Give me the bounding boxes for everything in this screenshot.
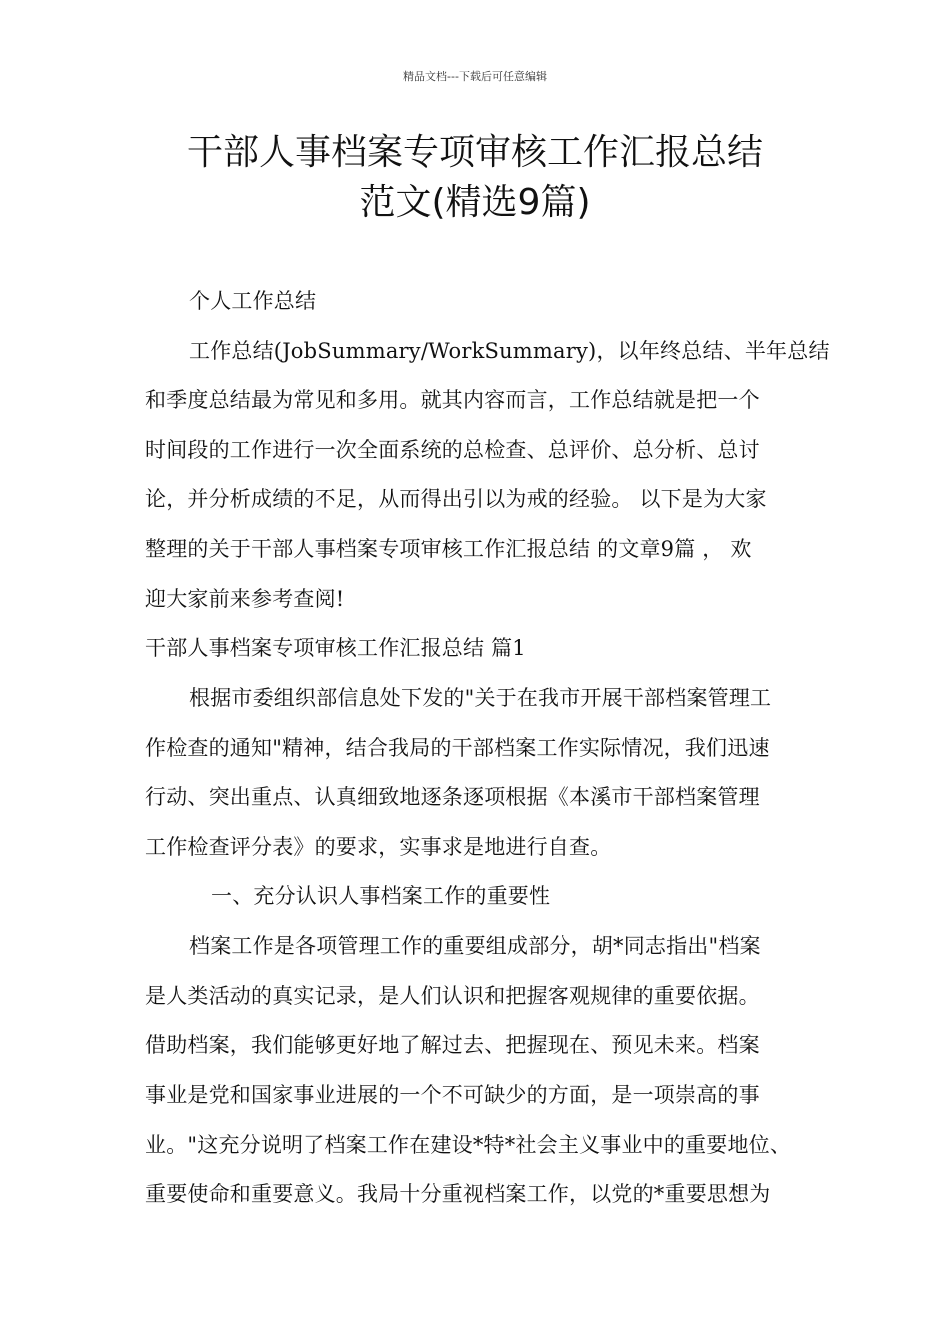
paragraph-line: 整理的关于干部人事档案专项审核工作汇报总结 的文章9篇 ， 欢 [145,537,752,561]
paragraph-line: 工作总结(JobSummary/WorkSummary)，以年终总结、半年总结 [189,339,830,363]
paragraph-line: 作检查的通知"精神，结合我局的干部档案工作实际情况，我们迅速 [145,736,770,760]
paragraph-line: 论，并分析成绩的不足，从而得出引以为戒的经验。 以下是为大家 [145,487,767,511]
title-line-2: 范文(精选9篇) [359,182,591,223]
paragraph-line: 行动、突出重点、认真细致地逐条逐项根据《本溪市干部档案管理 [145,785,760,809]
article-heading: 干部人事档案专项审核工作汇报总结 篇1 [145,636,526,660]
paragraph-line: 工作检查评分表》的要求，实事求是地进行自查。 [145,835,612,859]
subsection-heading: 一、充分认识人事档案工作的重要性 [211,884,551,908]
paragraph-line: 时间段的工作进行一次全面系统的总检查、总评价、总分析、总讨 [145,438,760,462]
paragraph-line: 事业是党和国家事业进展的一个不可缺少的方面，是一项崇高的事 [145,1083,760,1107]
title-line-1: 干部人事档案专项审核工作汇报总结 [186,132,763,173]
paragraph-line: 迎大家前来参考查阅! [145,587,345,611]
section-heading: 个人工作总结 [189,289,317,313]
paragraph-line: 借助档案，我们能够更好地了解过去、把握现在、预见未来。档案 [145,1033,760,1057]
document-title [0,128,950,228]
page-header: 精品文档---下载后可任意编辑 [403,70,547,83]
paragraph-line: 业。"这充分说明了档案工作在建设*特*社会主义事业中的重要地位、 [145,1133,792,1157]
paragraph-line: 档案工作是各项管理工作的重要组成部分，胡*同志指出"档案 [189,934,761,958]
paragraph-line: 是人类活动的真实记录，是人们认识和把握客观规律的重要依据。 [145,984,760,1008]
paragraph-line: 重要使命和重要意义。我局十分重视档案工作，以党的*重要思想为 [145,1182,771,1206]
paragraph-line: 根据市委组织部信息处下发的"关于在我市开展干部档案管理工 [189,686,772,710]
paragraph-line: 和季度总结最为常见和多用。就其内容而言，工作总结就是把一个 [145,388,760,412]
